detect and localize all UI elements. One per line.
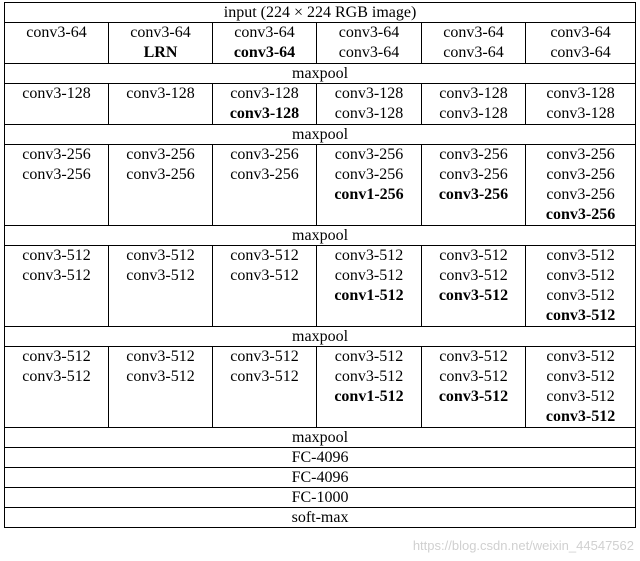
fc-row — [5, 448, 636, 468]
layer-label: conv3-256 — [230, 166, 299, 183]
layer-label: conv1-512 — [334, 388, 404, 405]
layer-label: conv3-512 — [230, 267, 299, 284]
config-cell — [526, 84, 636, 125]
config-cell — [526, 347, 636, 428]
config-cell — [422, 246, 526, 327]
config-cell — [5, 246, 109, 327]
layer-label: conv3-512 — [438, 388, 509, 405]
fc-row — [5, 468, 636, 488]
config-cell — [422, 23, 526, 64]
maxpool-label: maxpool — [5, 327, 636, 347]
layer-label: conv3-256 — [334, 166, 404, 183]
layer-label: conv3-512 — [126, 267, 195, 284]
layer-label: conv3-512 — [439, 368, 508, 385]
layer-label: conv3-512 — [439, 348, 508, 365]
layer-label: conv3-128 — [546, 105, 615, 122]
layer-label: conv1-512 — [334, 287, 404, 304]
layer-label: conv3-128 — [126, 85, 195, 102]
layer-label: conv3-512 — [546, 267, 615, 284]
layer-label: conv3-128 — [546, 85, 615, 102]
config-cell — [109, 23, 213, 64]
layer-label: conv3-512 — [22, 368, 91, 385]
layer-label: conv3-256 — [230, 146, 299, 163]
layer-label: conv3-512 — [126, 348, 195, 365]
layer-label: conv3-64 — [550, 44, 611, 61]
layer-label: conv3-512 — [22, 247, 91, 264]
layer-label: conv3-128 — [334, 85, 404, 102]
config-cell — [317, 246, 422, 327]
layer-label: conv3-512 — [545, 307, 616, 324]
layer-label: conv3-512 — [334, 247, 404, 264]
config-cell — [213, 246, 317, 327]
input-row — [5, 3, 636, 23]
maxpool-row — [5, 125, 636, 145]
layer-label: conv3-256 — [546, 186, 615, 203]
layer-label: conv3-128 — [22, 85, 91, 102]
config-cell — [109, 84, 213, 125]
layer-label: conv3-512 — [546, 368, 615, 385]
config-cell — [317, 145, 422, 226]
layer-label: conv3-64 — [338, 24, 400, 41]
fc-label: soft-max — [5, 508, 636, 528]
conv-block-row — [5, 84, 636, 125]
layer-label: conv3-128 — [439, 105, 508, 122]
maxpool-row — [5, 428, 636, 448]
config-cell — [213, 23, 317, 64]
layer-label: conv3-512 — [438, 287, 509, 304]
layer-label: conv3-512 — [126, 368, 195, 385]
config-cell — [5, 23, 109, 64]
config-cell — [526, 246, 636, 327]
layer-label: conv3-256 — [438, 186, 509, 203]
maxpool-label: maxpool — [5, 125, 636, 145]
layer-label: conv3-256 — [546, 166, 615, 183]
layer-label: conv3-512 — [230, 247, 299, 264]
layer-label: conv1-256 — [334, 186, 404, 203]
layer-label: LRN — [143, 44, 178, 61]
config-cell — [5, 84, 109, 125]
layer-label: conv3-64 — [550, 24, 611, 41]
layer-label: conv3-128 — [230, 85, 299, 102]
config-cell — [526, 145, 636, 226]
fc-row — [5, 508, 636, 528]
maxpool-label: maxpool — [5, 226, 636, 246]
layer-label: conv3-512 — [439, 247, 508, 264]
conv-block-row — [5, 145, 636, 226]
config-cell — [109, 145, 213, 226]
config-cell — [422, 347, 526, 428]
maxpool-row — [5, 226, 636, 246]
fc-row — [5, 488, 636, 508]
layer-label: conv3-512 — [334, 368, 404, 385]
config-cell — [317, 23, 422, 64]
layer-label: conv3-512 — [22, 267, 91, 284]
layer-label: conv3-128 — [439, 85, 508, 102]
conv-block-row — [5, 347, 636, 428]
layer-label: conv3-512 — [334, 348, 404, 365]
layer-label: conv3-256 — [546, 146, 615, 163]
layer-label: conv3-64 — [338, 44, 400, 61]
layer-label: conv3-256 — [126, 146, 195, 163]
config-cell — [213, 84, 317, 125]
maxpool-row — [5, 64, 636, 84]
config-cell — [317, 347, 422, 428]
layer-label: conv3-64 — [26, 24, 87, 41]
conv-block-row — [5, 23, 636, 64]
layer-label: conv3-128 — [229, 105, 300, 122]
maxpool-row — [5, 327, 636, 347]
layer-label: conv3-256 — [545, 206, 616, 223]
layer-label: conv3-64 — [234, 24, 295, 41]
config-cell — [213, 347, 317, 428]
config-cell — [422, 84, 526, 125]
layer-label: conv3-256 — [126, 166, 195, 183]
layer-label: conv3-512 — [230, 368, 299, 385]
layer-label: conv3-512 — [545, 408, 616, 425]
fc-label: FC-4096 — [5, 448, 636, 468]
layer-label: conv3-256 — [439, 166, 508, 183]
config-cell — [317, 84, 422, 125]
conv-block-row — [5, 246, 636, 327]
layer-label: conv3-64 — [443, 24, 504, 41]
layer-label: conv3-512 — [439, 267, 508, 284]
maxpool-label: maxpool — [5, 428, 636, 448]
layer-label: conv3-512 — [546, 348, 615, 365]
layer-label: conv3-64 — [443, 44, 504, 61]
config-cell — [213, 145, 317, 226]
fc-label: FC-1000 — [5, 488, 636, 508]
layer-label: conv3-256 — [22, 166, 91, 183]
layer-label: conv3-512 — [334, 267, 404, 284]
layer-label: conv3-256 — [334, 146, 404, 163]
watermark-text: https://blog.csdn.net/weixin_44547562 — [412, 538, 634, 553]
config-cell — [109, 347, 213, 428]
layer-label: conv3-256 — [439, 146, 508, 163]
config-cell — [5, 145, 109, 226]
table-body — [5, 3, 636, 528]
layer-label: conv3-512 — [546, 247, 615, 264]
layer-label: conv3-64 — [233, 44, 296, 61]
layer-label: conv3-64 — [130, 24, 191, 41]
layer-label: conv3-512 — [230, 348, 299, 365]
config-cell — [526, 23, 636, 64]
config-cell — [109, 246, 213, 327]
maxpool-label: maxpool — [5, 64, 636, 84]
layer-label: conv3-512 — [22, 348, 91, 365]
layer-label: conv3-256 — [22, 146, 91, 163]
layer-label: conv3-512 — [546, 388, 615, 405]
config-cell — [5, 347, 109, 428]
layer-label: conv3-512 — [546, 287, 615, 304]
layer-label: conv3-128 — [334, 105, 404, 122]
fc-label: FC-4096 — [5, 468, 636, 488]
input-label: input (224 × 224 RGB image) — [5, 3, 636, 23]
vgg-config-table — [4, 2, 636, 528]
layer-label: conv3-512 — [126, 247, 195, 264]
config-cell — [422, 145, 526, 226]
